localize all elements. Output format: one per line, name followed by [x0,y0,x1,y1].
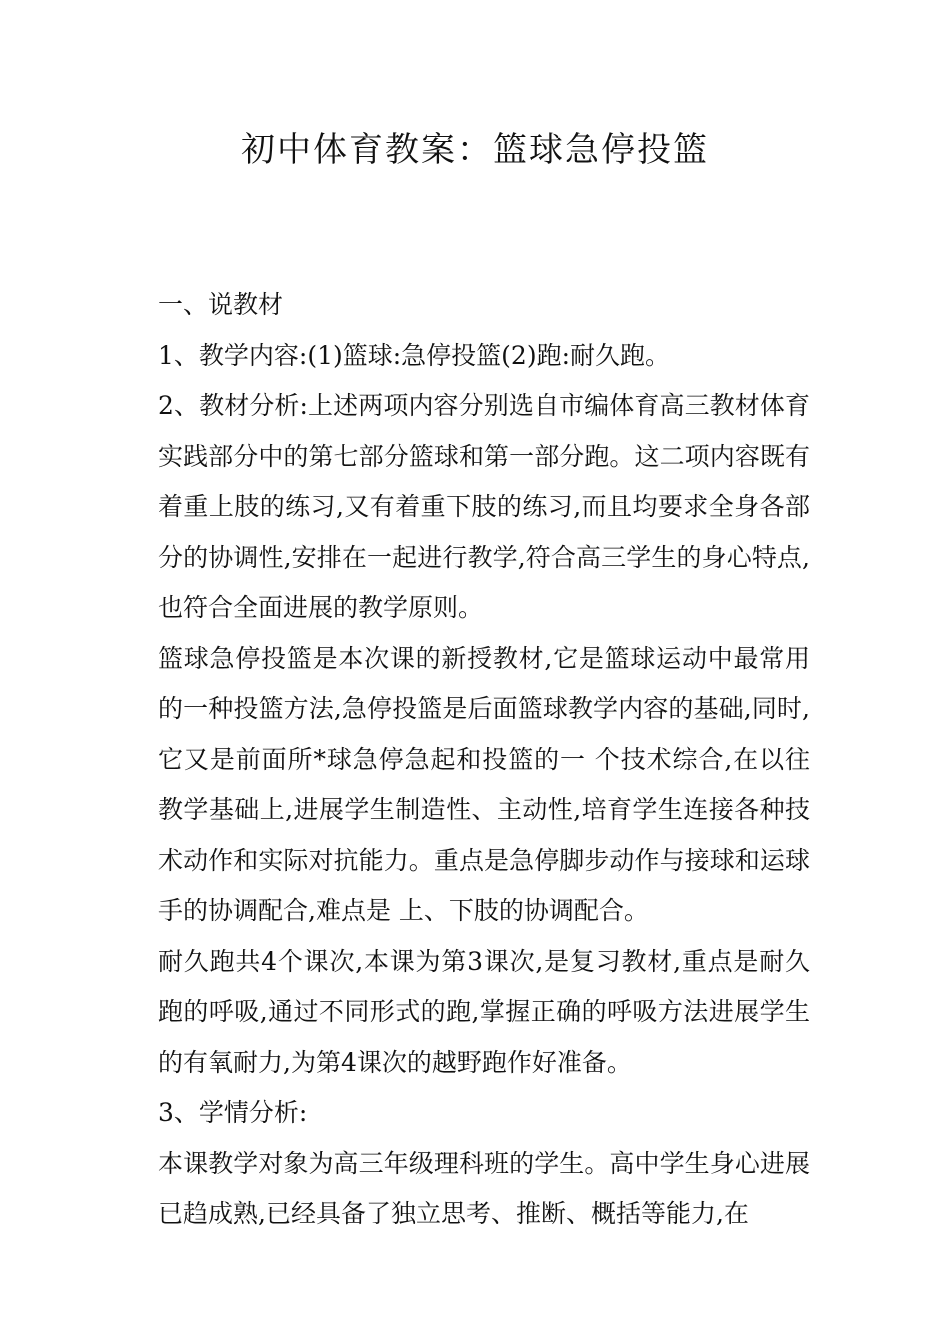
section-heading-textbook: 一、说教材 [158,290,284,319]
paragraph-textbook-analysis: 2、教材分析:上述两项内容分别选自市编体育高三教材体育实践部分中的第七部分篮球和第一部分跑。这二项内容既有着重上肢的练习,又有着重下肢的练习,而且均要求全身各部分的协调性,安排在一起进行教学,符合高三学生的身心特点,也符合全面进展的教学原则。 [158,391,810,622]
document-body [146,280,810,1240]
section-heading-student-analysis: 3、学情分析: [158,1098,308,1127]
paragraph-endurance-run: 耐久跑共4个课次,本课为第3课次,是复习教材,重点是耐久跑的呼吸,通过不同形式的跑,掌握正确的呼吸方法进展学生的有氧耐力,为第4课次的越野跑作好准备。 [158,946,810,1077]
paragraph-teaching-content: 1、教学内容:(1)篮球:急停投篮(2)跑:耐久跑。 [158,340,671,370]
document-title: 初中体育教案：篮球急停投篮 [241,130,709,170]
paragraph-student-analysis: 本课教学对象为高三年级理科班的学生。高中学生身心进展已趋成熟,已经具备了独立思考、推断、概括等能力,在 [158,1148,810,1228]
paragraph-jump-shot: 篮球急停投篮是本次课的新授教材,它是篮球运动中最常用的一种投篮方法,急停投篮是后面篮球教学内容的基础,同时,它又是前面所*球急停急起和投篮的一 个技术综合,在以往教学基础上,进展学生制造性、主动性,培育学生连接各种技术动作和实际对抗能力。重点是急停脚步动作与接球和运球手的协调配合,难点是 上、下肢的协调配合。 [158,643,810,925]
